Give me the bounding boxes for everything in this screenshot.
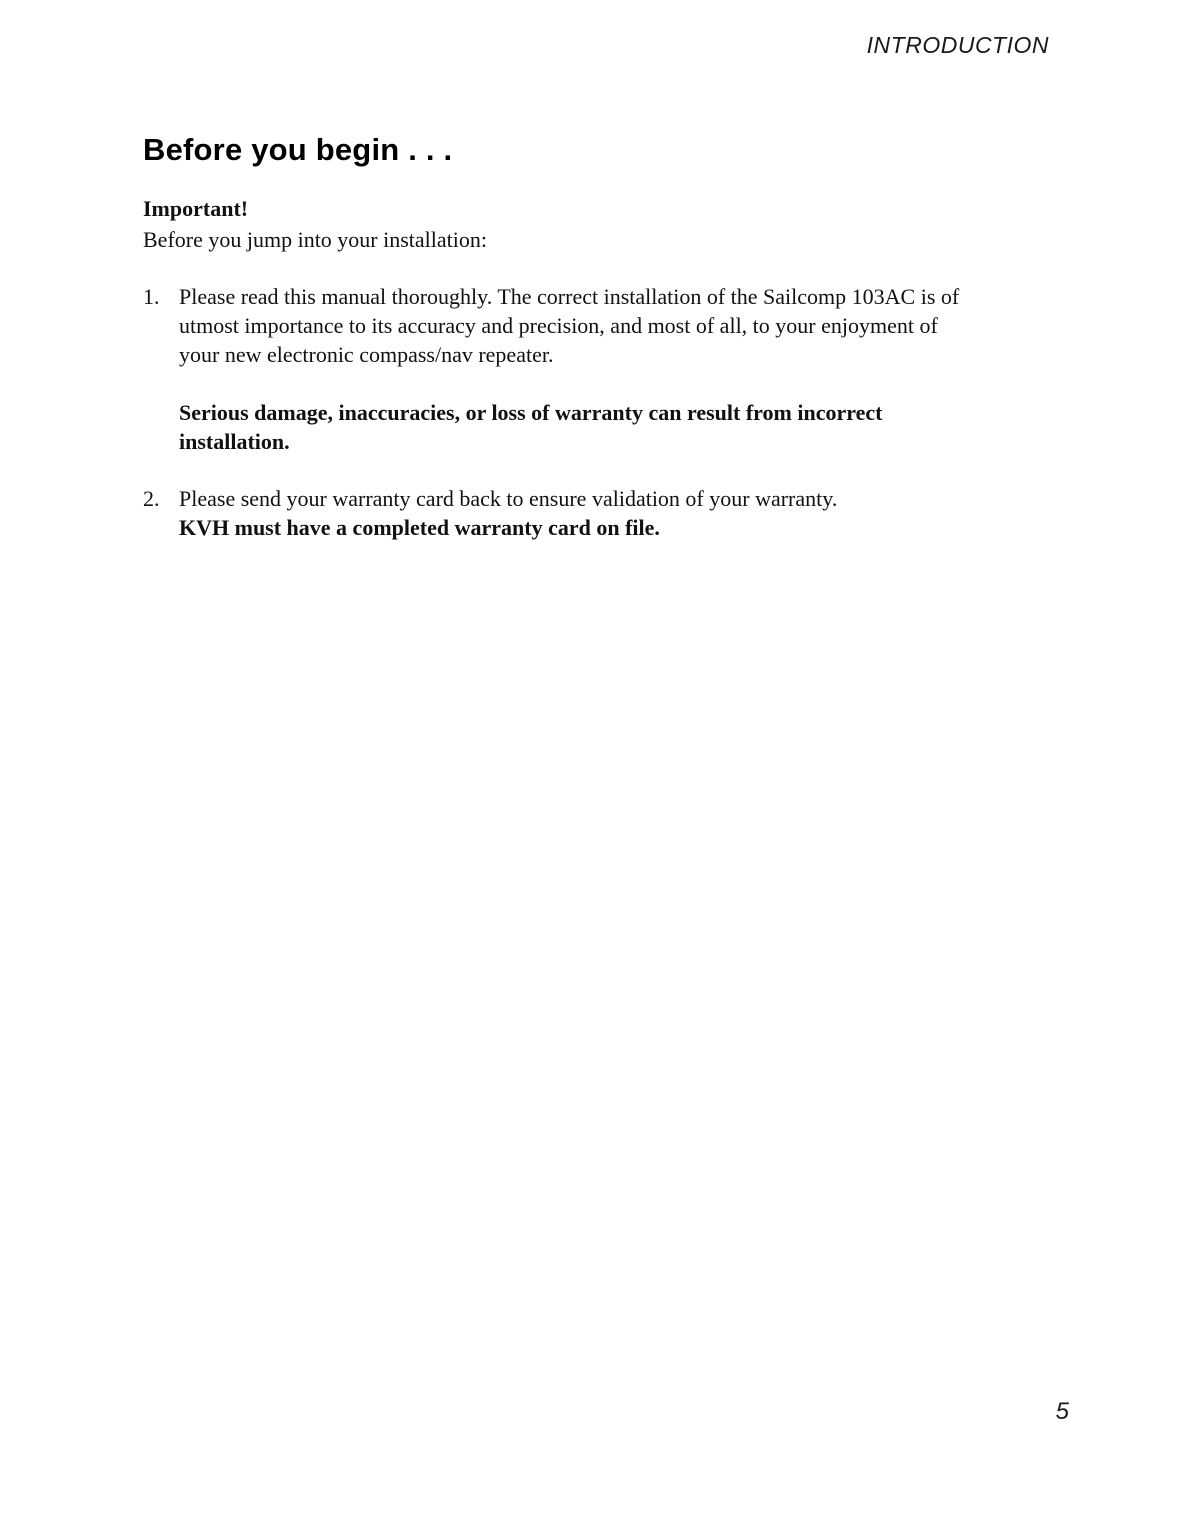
page-title: Before you begin . . . xyxy=(143,132,453,167)
list-item-2 xyxy=(143,484,1003,542)
page-number: 5 xyxy=(1055,1398,1069,1425)
list-item-1-body xyxy=(179,282,979,456)
important-label: Important! xyxy=(143,196,249,221)
list-item-2-text: Please send your warranty card back to ensure validation of your warranty. xyxy=(179,486,838,511)
list-item-1-text: Please read this manual thoroughly. The correct installation of the Sailcomp 103AC is of utmost importance to its accuracy and precision, and most of all, to your enjoyment of your new electronic compass/nav repeater. xyxy=(179,284,960,367)
page-content xyxy=(143,132,1003,542)
list-item-2-number: 2. xyxy=(143,486,160,511)
list-item-1-number: 1. xyxy=(143,284,160,309)
list-item-2-warranty-note: KVH must have a completed warranty card on file. xyxy=(179,515,660,540)
list-item-1-warning-note: Serious damage, inaccuracies, or loss of warranty can result from incorrect installation. xyxy=(179,400,883,454)
section-running-header: INTRODUCTION xyxy=(866,32,1049,58)
list-item-1 xyxy=(143,282,1003,456)
intro-text: Before you jump into your installation: xyxy=(143,227,488,252)
list-item-2-body xyxy=(179,484,979,542)
